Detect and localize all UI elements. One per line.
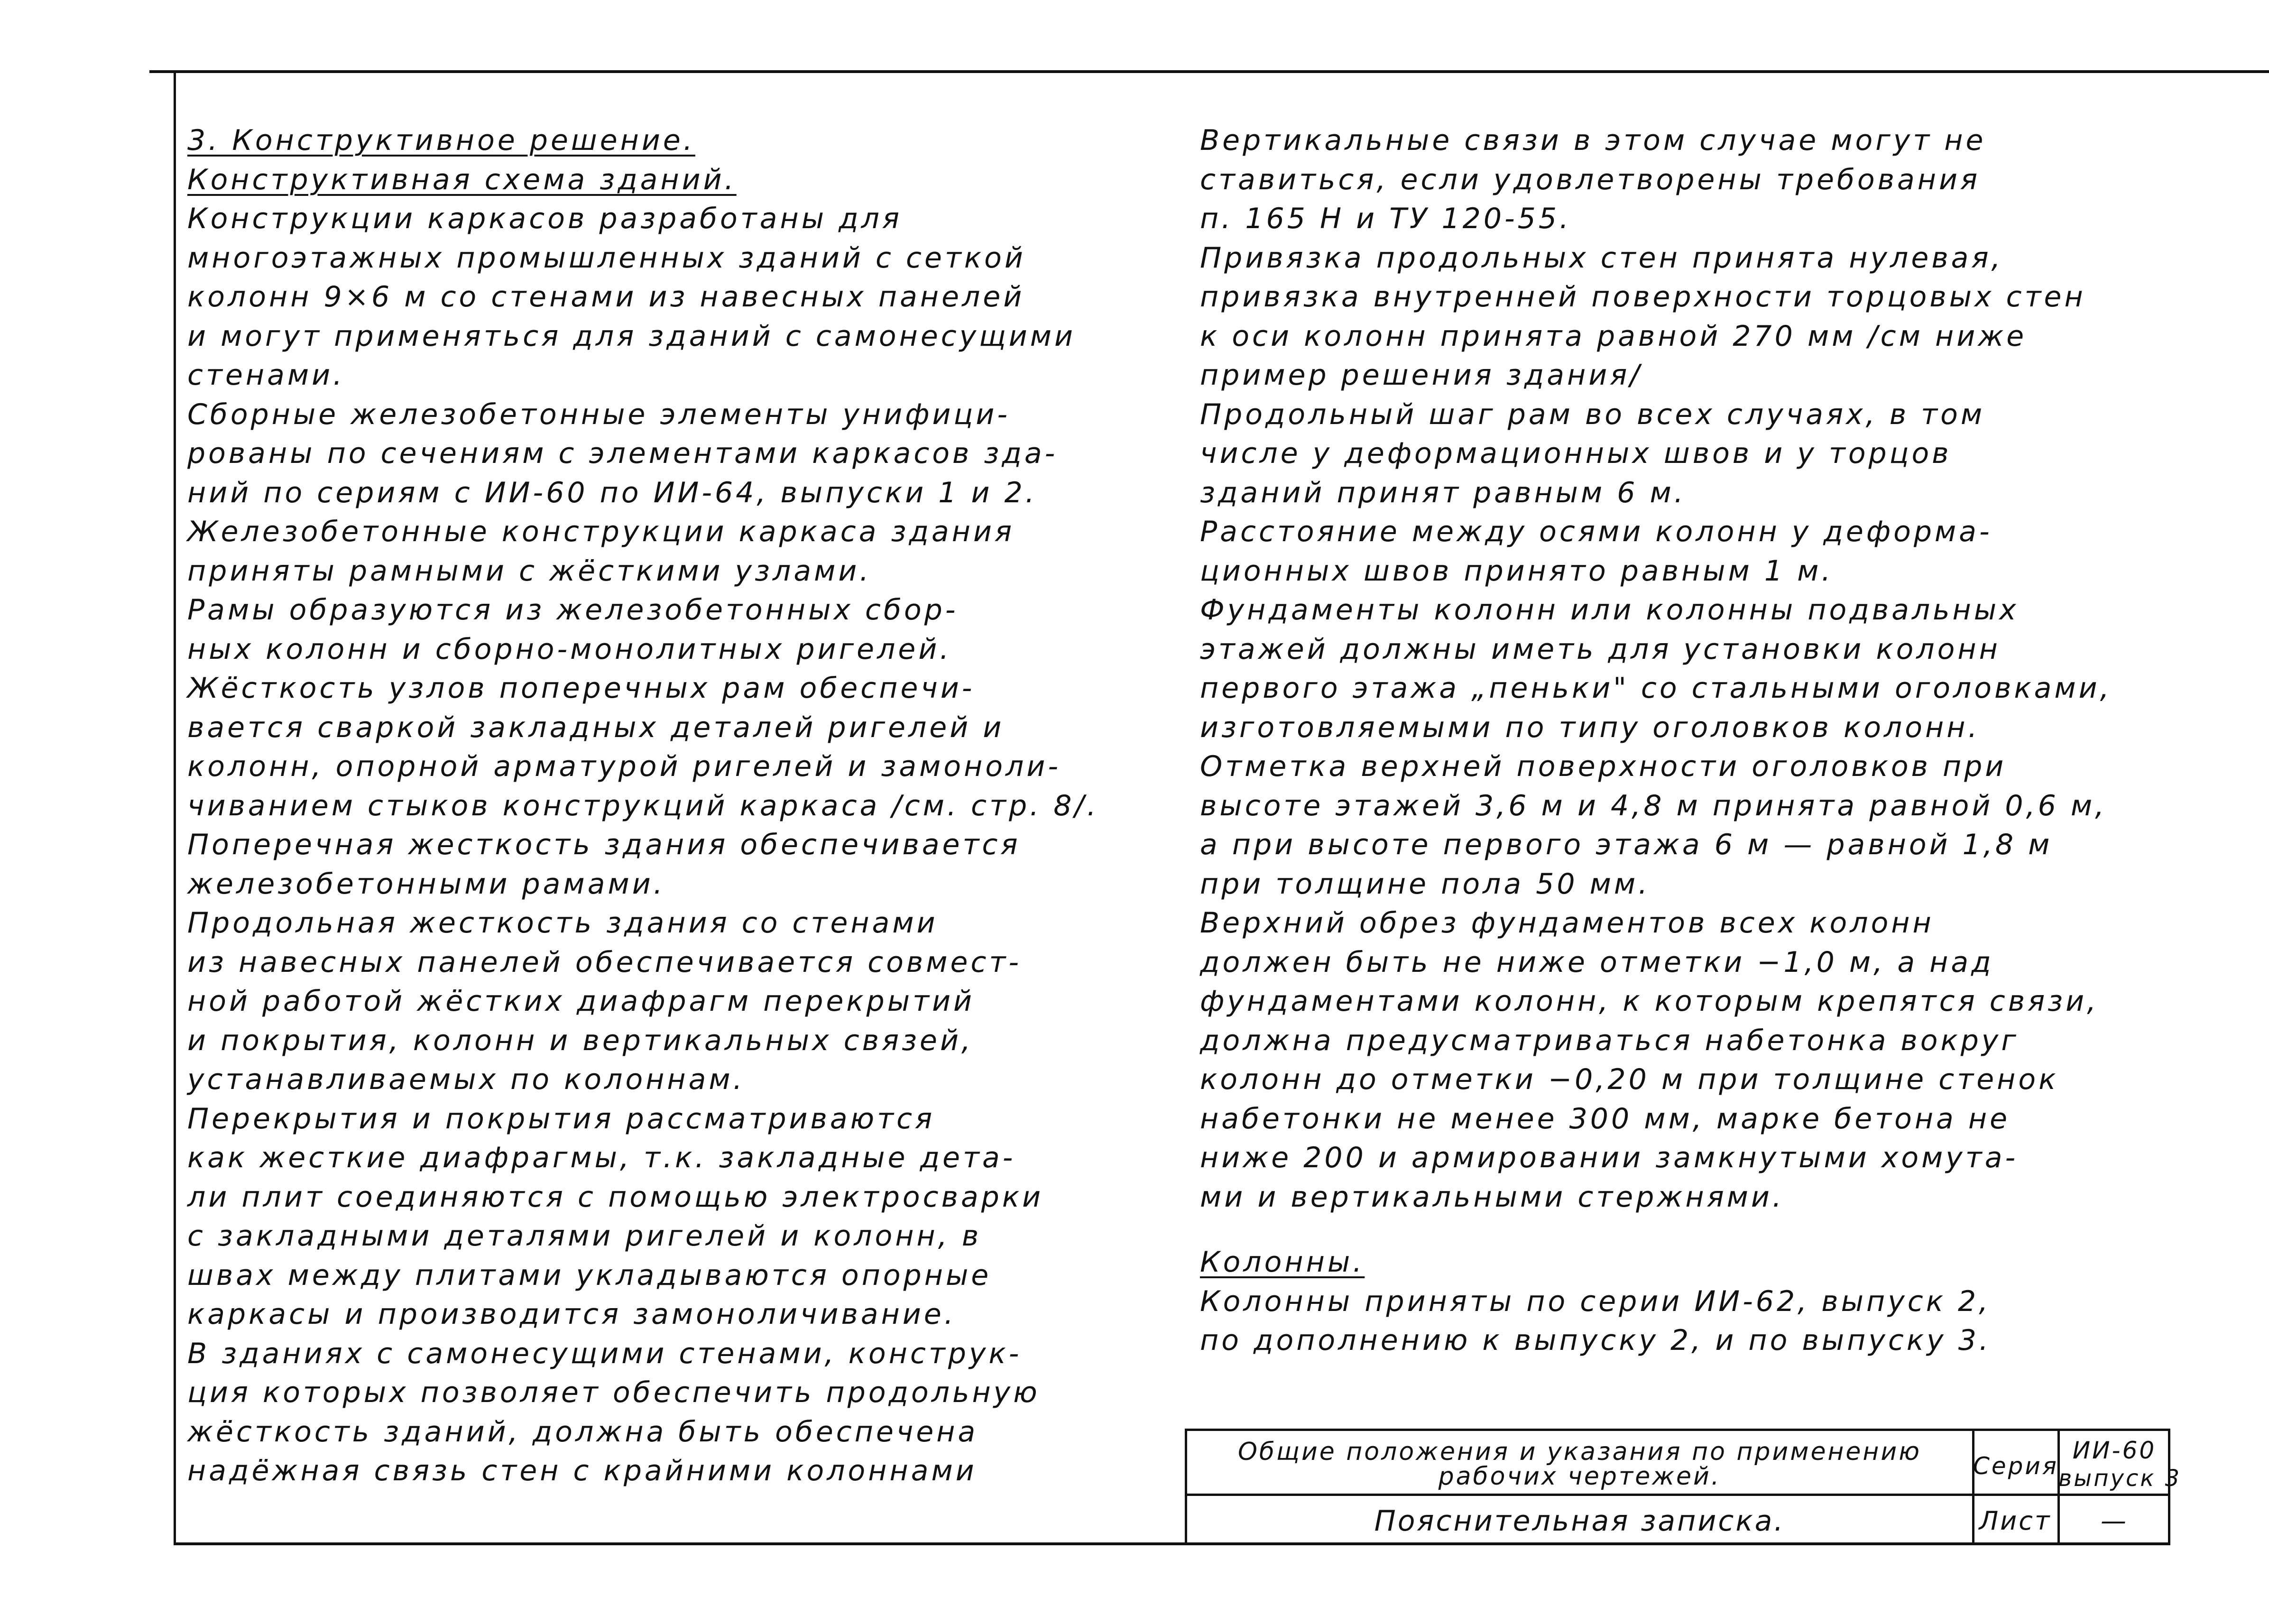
text-line: первого этажа „пеньки" со стальными оголовками, [1200,672,2112,705]
text-line: и покрытия, колонн и вертикальных связей, [187,1024,974,1057]
left-text-column [187,121,1098,1491]
text-line: ных колонн и сборно-монолитных ригелей. [187,632,952,666]
text-line: В зданиях с самонесущими стенами, конструк- [187,1337,1022,1370]
series-value: ИИ-60 [2072,1437,2157,1464]
text-line: ционных швов принято равным 1 м. [1200,554,1834,588]
text-line: Перекрытия и покрытия рассматриваются [187,1102,935,1135]
text-line: к оси колонн принята равной 270 мм /см ниже [1200,319,2027,353]
text-line: Поперечная жесткость здания обеспечивается [187,828,1021,861]
text-line: ниже 200 и армировании замкнутыми хомута- [1200,1141,2019,1174]
text-line: с закладными деталями ригелей и колонн, в [187,1219,982,1253]
text-line: стенами. [187,359,345,392]
text-line: Колонны приняты по серии ИИ-62, выпуск 2, [1200,1284,1991,1318]
text-line: п. 165 Н и ТУ 120-55. [1200,202,1572,235]
text-line: чиванием стыков конструкций каркаса /см. стр. 8/. [187,789,1099,822]
text-line: пример решения здания/ [1200,359,1642,392]
text-line: ний по сериям с ИИ-60 по ИИ-64, выпуски 1 и 2. [187,476,1037,509]
document-title-line-2: рабочих чертежей. [1438,1462,1721,1491]
text-line: приняты рамными с жёсткими узлами. [187,554,872,588]
text-line: ной работой жёстких диафрагм перекрытий [187,985,975,1018]
text-line: Фундаменты колонн или колонны подвальных [1200,593,2019,627]
text-line: надёжная связь стен с крайними колоннами [187,1454,977,1487]
issue-value: выпуск 3 [2058,1465,2182,1492]
text-line: изготовляемыми по типу оголовков колонн. [1200,710,1980,744]
title-block [1185,1429,2182,1542]
series-label: Серия [1973,1452,2058,1480]
text-line: железобетонными рамами. [187,867,665,901]
text-line: Железобетонные конструкции каркаса здания [187,515,1015,548]
text-line: по дополнению к выпуску 2, и по выпуску 3. [1200,1324,1991,1357]
text-line: Продольная жесткость здания со стенами [187,906,938,940]
text-line: Верхний обрез фундаментов всех колонн [1200,906,1934,940]
text-line: набетонки не менее 300 мм, марке бетона не [1200,1102,2011,1135]
text-line: Вертикальные связи в этом случае могут не [1200,124,1986,157]
text-line: и могут применяться для зданий с самонесущими [187,319,1076,353]
text-line: зданий принят равным 6 м. [1200,476,1686,509]
text-line: каркасы и производится замоноличивание. [187,1298,956,1331]
text-line: Жёсткость узлов поперечных рам обеспечи- [187,672,975,705]
text-line: швах между плитами укладываются опорные [187,1258,992,1292]
text-line: а при высоте первого этажа 6 м — равной 1,8 м [1200,828,2053,861]
text-line: числе у деформационных швов и у торцов [1200,437,1952,470]
text-line: Отметка верхней поверхности оголовков при [1200,750,2007,783]
text-line: жёсткость зданий, должна быть обеспечена [187,1415,978,1449]
text-line: высоте этажей 3,6 м и 4,8 м принята равной 0,6 м, [1200,789,2107,822]
text-line: этажей должны иметь для установки колонн [1200,632,2001,666]
text-line: Рамы образуются из железобетонных сбор- [187,593,959,627]
sheet-label: Лист [1979,1506,2052,1536]
text-line: рованы по сечениям с элементами каркасов зда- [187,437,1058,470]
text-line: ция которых позволяет обеспечить продольную [187,1376,1040,1409]
document-title-line-1: Общие положения и указания по применению [1237,1438,1921,1466]
text-line: вается сваркой закладных деталей ригелей и [187,710,1005,744]
text-line: колонн 9×6 м со стенами из навесных панелей [187,280,1025,314]
text-line: колонн, опорной арматурой ригелей и замоноли- [187,750,1061,783]
text-line: должна предусматриваться набетонка вокруг [1200,1024,2019,1057]
text-line: Сборные железобетонные элементы унифици- [187,397,1011,431]
section-heading: Колонны. [1200,1246,1365,1279]
frame-left-border [174,70,176,1544]
document-subtitle: Пояснительная записка. [1374,1504,1785,1538]
text-line: при толщине пола 50 мм. [1200,867,1651,901]
text-line: фундаментами колонн, к которым крепятся связи, [1200,985,2099,1018]
text-line: многоэтажных промышленных зданий с сеткой [187,241,1026,275]
text-line: колонн до отметки −0,20 м при толщине стенок [1200,1063,2059,1096]
text-line: Привязка продольных стен принята нулевая, [1200,241,2003,275]
text-line: ставиться, если удовлетворены требования [1200,163,1981,196]
text-line: из навесных панелей обеспечивается совмест- [187,945,1022,979]
sheet-value: — [2101,1506,2128,1536]
text-line: Конструкции каркасов разработаны для [187,202,903,235]
text-line: как жесткие диафрагмы, т.к. закладные дета- [187,1141,1016,1174]
text-line [1200,1217,2139,1243]
text-line: должен быть не ниже отметки −1,0 м, а над [1200,945,1994,979]
text-line: привязка внутренней поверхности торцовых стен [1200,280,2086,314]
text-line: ли плит соединяются с помощью электросварки [187,1180,1044,1214]
text-line: Продольный шаг рам во всех случаях, в том [1200,397,1985,431]
title-block-divider [1187,1494,2168,1496]
right-text-column [1200,121,2139,1360]
section-heading: Конструктивная схема зданий. [187,163,737,196]
section-heading: 3. Конструктивное решение. [187,124,695,157]
text-line: Расстояние между осями колонн у деформа- [1200,515,1992,548]
frame-top-border [149,70,2269,73]
text-line: устанавливаемых по колоннам. [187,1063,745,1096]
frame-bottom-border [174,1542,2170,1545]
text-line: ми и вертикальными стержнями. [1200,1180,1784,1214]
